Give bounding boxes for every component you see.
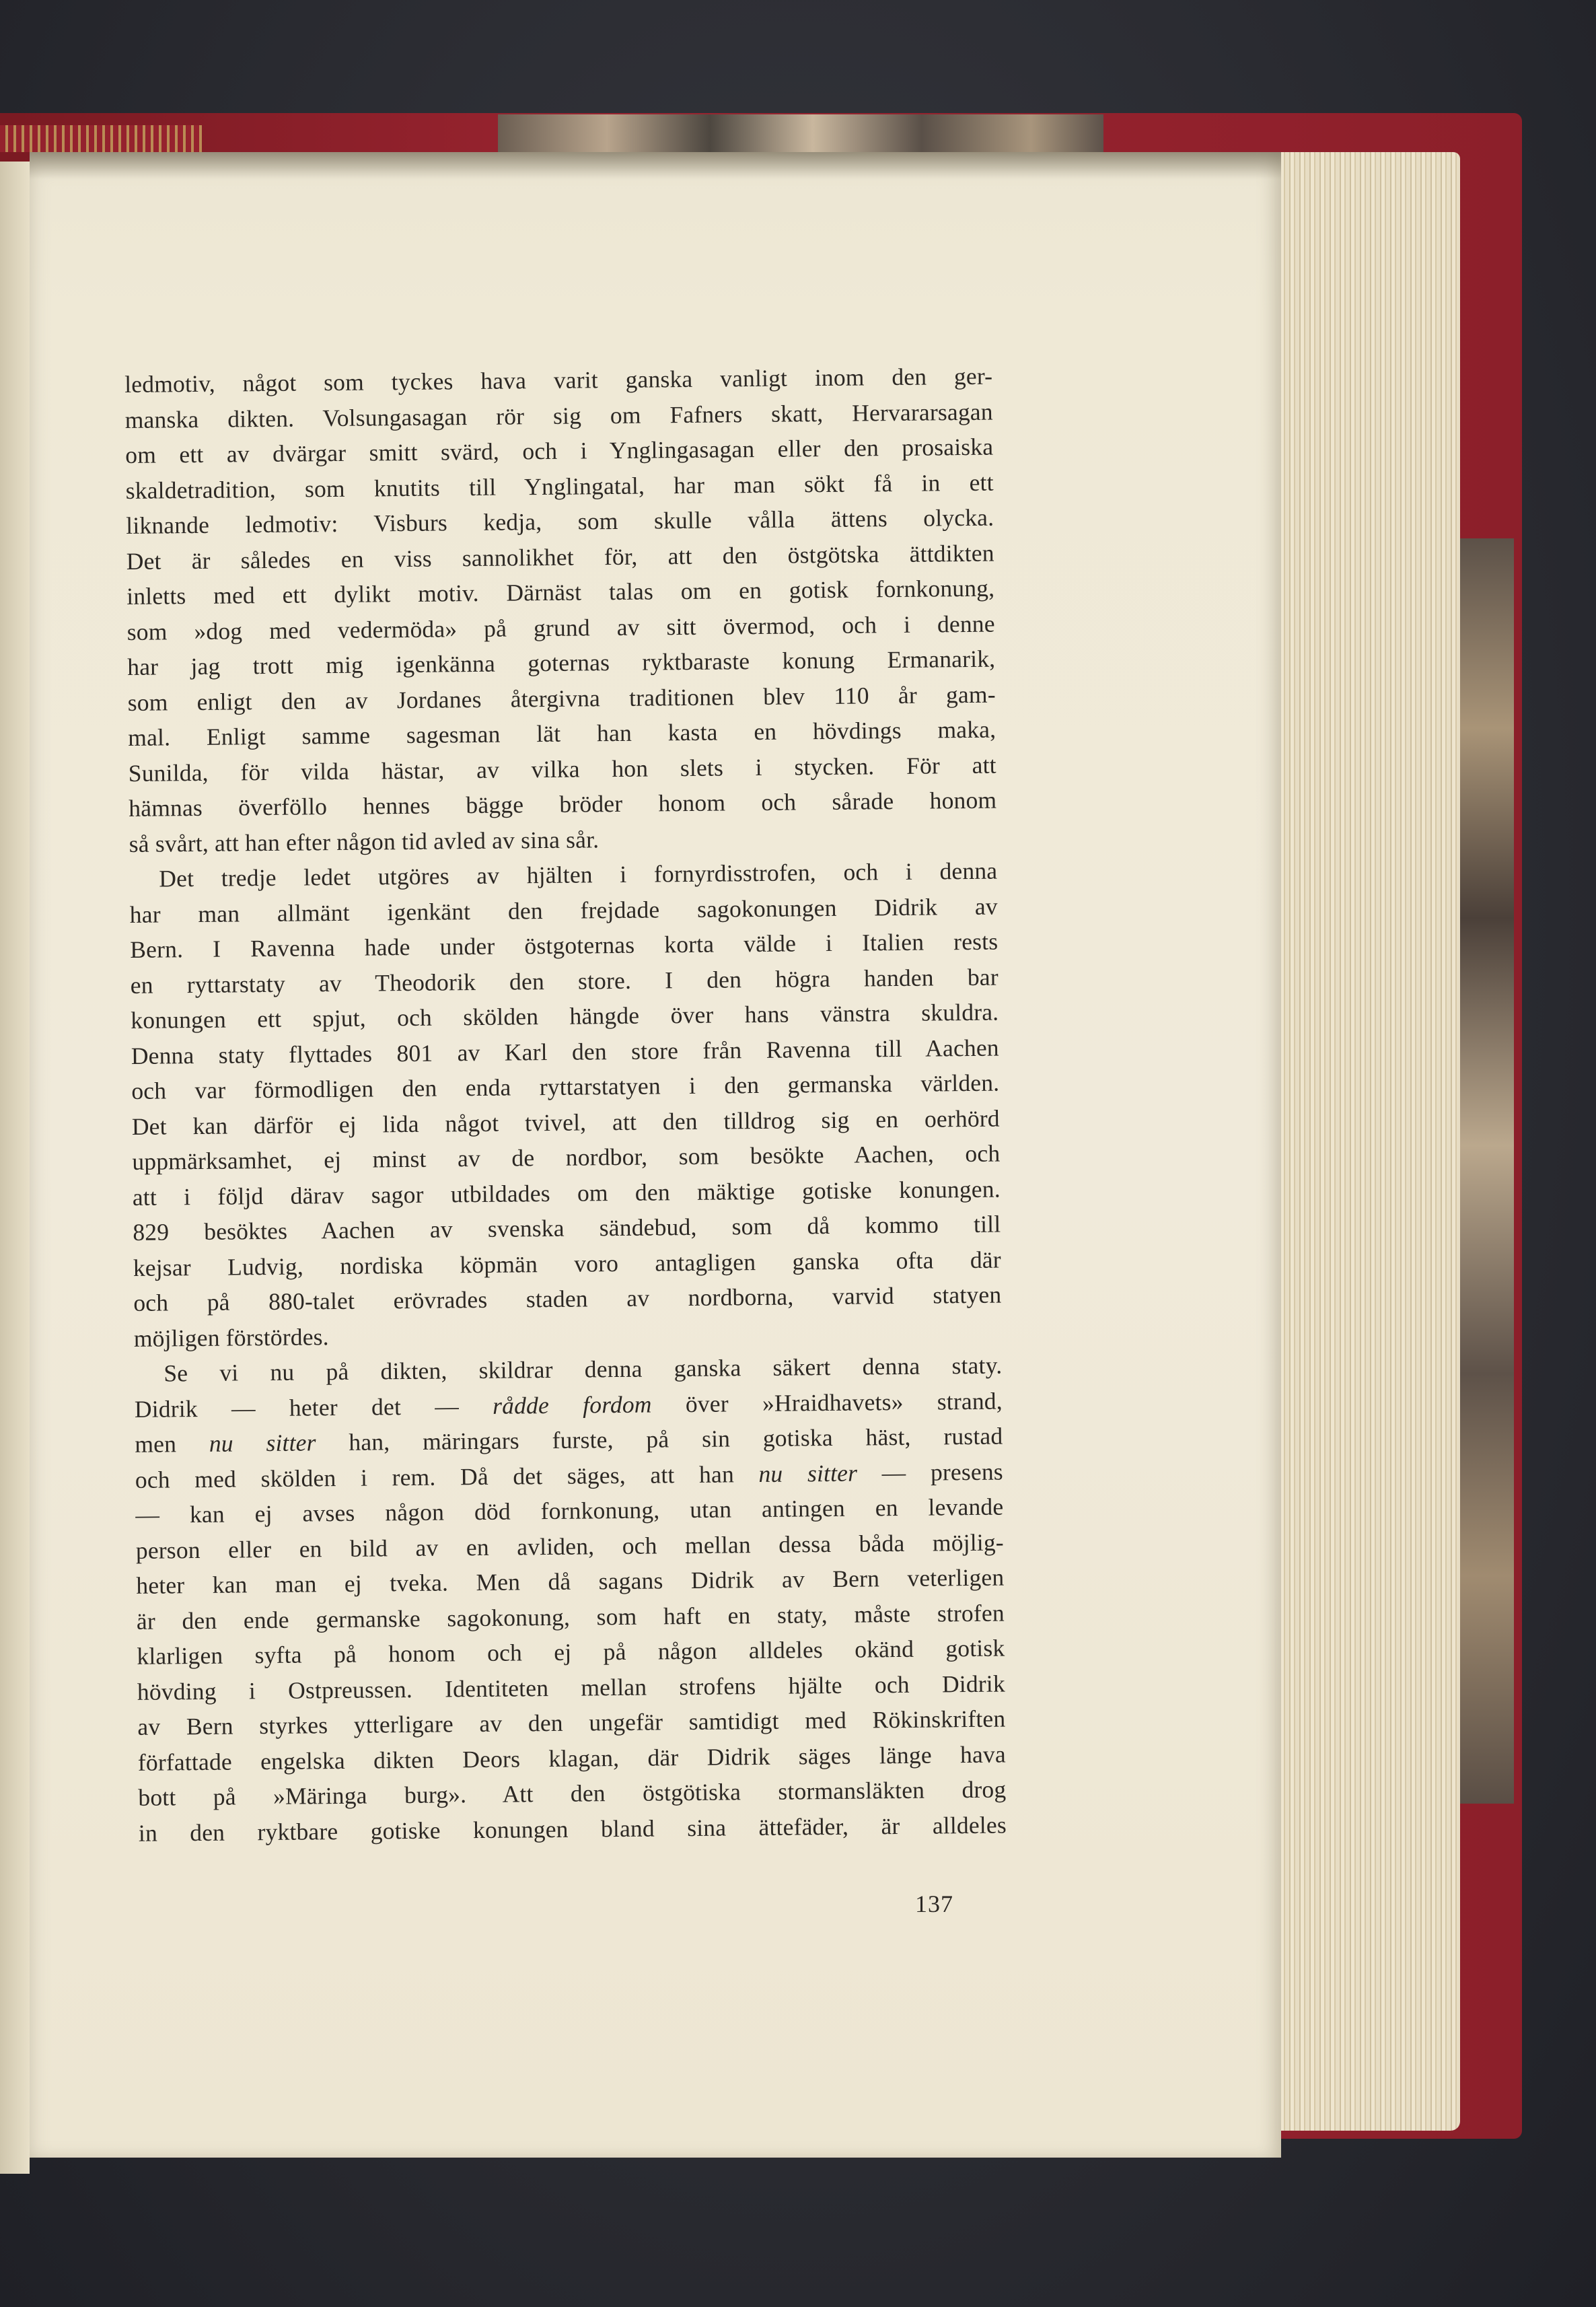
text-line: hämnas överföllo hennes bägge bröder honom och sårade honom: [129, 786, 997, 822]
text-line: person eller en bild av en avliden, och mellan dessa båda möjlig-: [135, 1528, 1005, 1564]
text-line: och på 880-talet erövrades staden av nordborna, varvid statyen: [133, 1281, 1002, 1316]
marbled-endpaper-top: [498, 114, 1103, 156]
text-line: ledmotiv, något som tyckes hava varit ganska vanligt inom den ger-: [124, 362, 993, 398]
text-line: Det kan därför ej lida något tvivel, att den tilldrog sig en oerhörd: [131, 1104, 1000, 1140]
text-line: skaldetradition, som knutits till Ynglingatal, har man sökt få in ett: [125, 468, 994, 504]
text-line: uppmärksamhet, ej minst av de nordbor, som besökte Aachen, och: [132, 1139, 1001, 1175]
text-line: att i följd därav sagor utbildades om den mäktige gotiske konungen.: [132, 1175, 1001, 1211]
text-line: kejsar Ludvig, nordiska köpmän voro antagligen ganska ofta där: [133, 1246, 1001, 1281]
text-line: och var förmodligen den enda ryttarstatyen i den germanska världen.: [131, 1069, 1000, 1104]
text-line: manska dikten. Volsungasagan rör sig om Fafners skatt, Hervararsagan: [124, 398, 993, 433]
marbled-endpaper-right: [1453, 538, 1514, 1804]
italic-phrase: nu sitter: [758, 1459, 858, 1487]
text-line: Bern. I Ravenna hade under östgoternas korta välde i Italien rests: [130, 927, 999, 963]
text-line: inletts med ett dylikt motiv. Därnäst talas om en gotisk fornkonung,: [126, 574, 995, 610]
text-line: så svårt, att han efter någon tid avled av sina sår.: [129, 825, 600, 857]
italic-phrase: rådde fordom: [492, 1390, 652, 1419]
text-line: heter kan man ej tveka. Men då sagans Didrik av Bern veterligen: [136, 1563, 1005, 1599]
text-line: liknande ledmotiv: Visburs kedja, som skulle vålla ättens olycka.: [126, 503, 994, 539]
italic-phrase: nu sitter: [209, 1429, 316, 1457]
text-line: konungen ett spjut, och skölden hängde över hans vänstra skuldra.: [131, 998, 999, 1034]
text-line: Sunilda, för vilda hästar, av vilka hon slets i stycken. För att: [128, 751, 996, 787]
text-line: författade engelska dikten Deors klagan, där Didrik säges länge hava: [137, 1740, 1007, 1776]
text-line: en ryttarstaty av Theodorik den store. I den högra handen bar: [130, 963, 999, 999]
text-line: bott på »Märinga burg». Att den östgötiska stormansläkten drog: [138, 1775, 1007, 1811]
page-number: 137: [915, 1890, 953, 1917]
text-line: men nu sitter han, märingars furste, på sin gotiska häst, rustad: [135, 1422, 1003, 1458]
text-line: mal. Enligt samme sagesman lät han kasta en hövdings maka,: [128, 715, 996, 751]
text-line: — kan ej avses någon död fornkonung, utan antingen en levande: [135, 1493, 1004, 1528]
body-text: [124, 359, 1007, 1851]
text-line: Det tredje ledet utgöres av hjälten i fornyrdisstrofen, och i denna: [159, 857, 998, 892]
text-line: in den ryktbare gotiske konungen bland sina ättefäder, är alldeles: [138, 1811, 1007, 1847]
text-line: av Bern styrkes ytterligare av den ungefär samtidigt med Rökinskriften: [137, 1705, 1006, 1740]
text-line: 829 besöktes Aachen av svenska sändebud, som då kommo till: [133, 1210, 1001, 1246]
text-line: Denna staty flyttades 801 av Karl den store från Ravenna till Aachen: [131, 1034, 999, 1069]
page-block-edges: [1265, 152, 1460, 2131]
text-line: har man allmänt igenkänt den frejdade sagokonungen Didrik av: [129, 892, 998, 928]
text-line: som »dog med vedermöda» på grund av sitt övermod, och i denne: [126, 610, 995, 645]
text-line: Se vi nu på dikten, skildrar denna ganska säkert denna staty.: [164, 1351, 1003, 1387]
spine-gilding: [0, 125, 202, 152]
text-line: som enligt den av Jordanes återgivna traditionen blev 110 år gam-: [127, 680, 996, 716]
text-line: är den ende germanske sagokonung, som haft en staty, måste strofen: [136, 1599, 1005, 1635]
text-line: om ett av dvärgar smitt svärd, och i Ynglingasagan eller den prosaiska: [125, 433, 994, 468]
facing-page-edge: [0, 162, 30, 2174]
page-gutter-shadow: [30, 152, 1281, 179]
text-line: Didrik — heter det — rådde fordom över »Hraidhavets» strand,: [134, 1387, 1003, 1423]
text-line: hövding i Ostpreussen. Identiteten mellan strofens hjälte och Didrik: [137, 1670, 1006, 1705]
text-line: Det är således en viss sannolikhet för, att den östgötska ättdikten: [126, 539, 994, 575]
text-line: möjligen förstördes.: [133, 1322, 329, 1352]
text-line: och med skölden i rem. Då det säges, att han nu sitter — presens: [135, 1458, 1004, 1493]
text-line: klarligen syfta på honom och ej på någon alldeles okänd gotisk: [137, 1634, 1005, 1670]
text-line: har jag trott mig igenkänna goternas ryktbaraste konung Ermanarik,: [127, 645, 996, 680]
